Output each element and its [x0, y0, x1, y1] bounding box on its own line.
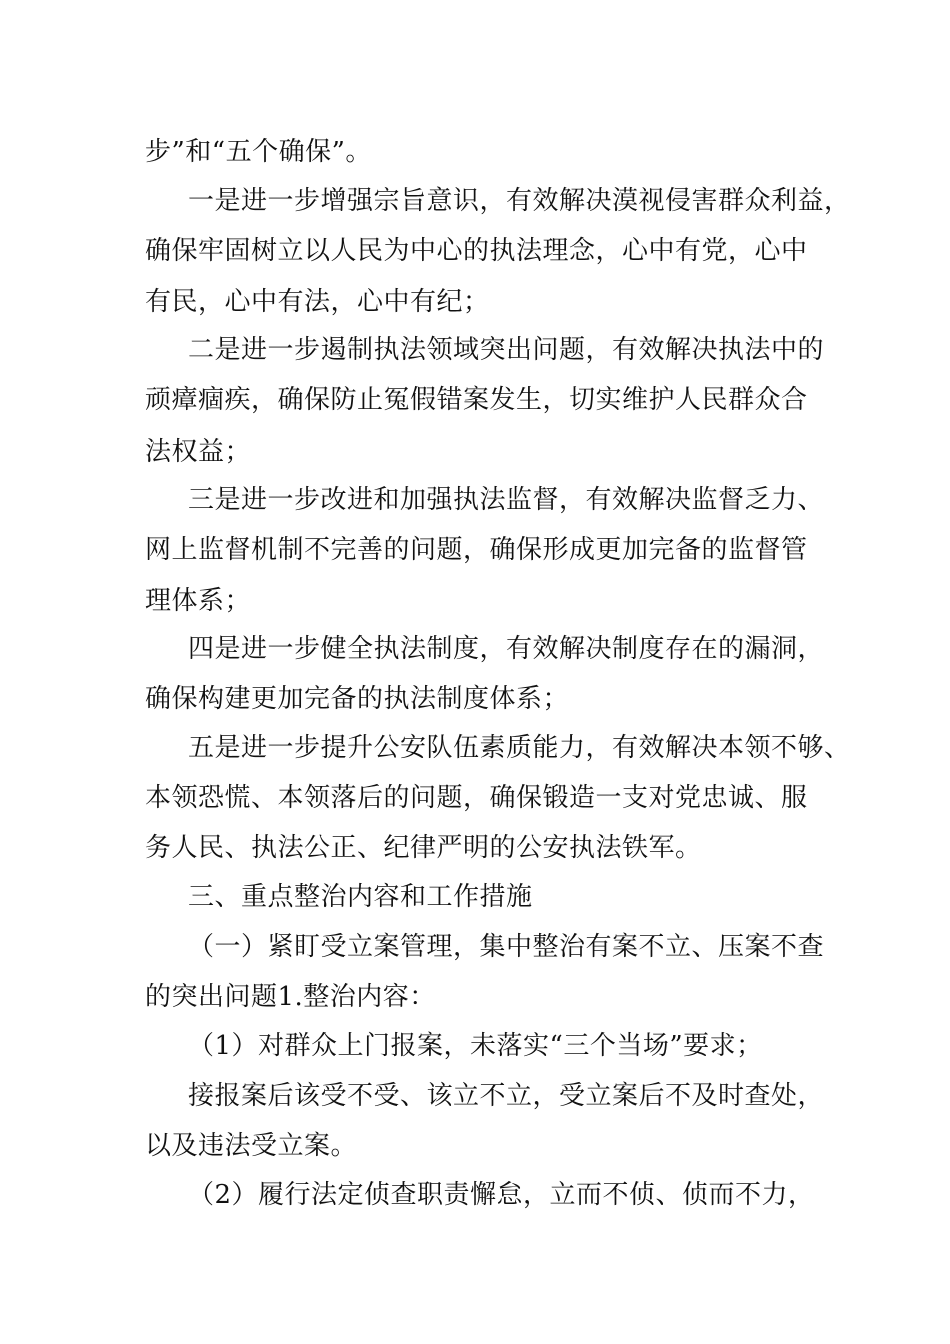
paragraph-line: 三是进一步改进和加强执法监督，有效解决监督乏力、 — [188, 485, 825, 515]
text-line: 的突出问题1.整治内容： — [145, 982, 436, 1012]
text-line: 顽瘴痼疾，确保防止冤假错案发生，切实维护人民群众合 — [145, 385, 808, 415]
text-line: 以及违法受立案。 — [145, 1131, 358, 1161]
section-heading: 三、重点整治内容和工作措施 — [188, 882, 533, 912]
subsection-heading: （一）紧盯受立案管理，集中整治有案不立、压案不查 — [188, 932, 825, 962]
list-item: （2）履行法定侦查职责懈怠，立而不侦、侦而不力， — [188, 1180, 815, 1210]
paragraph-line: 接报案后该受不受、该立不立，受立案后不及时查处， — [188, 1081, 825, 1111]
text-line: 本领恐慌、本领落后的问题，确保锻造一支对党忠诚、服 — [145, 783, 808, 813]
text-line: 务人民、执法公正、纪律严明的公安执法铁军。 — [145, 833, 702, 863]
text-line: 确保构建更加完备的执法制度体系； — [145, 684, 570, 714]
paragraph-line: 四是进一步健全执法制度，有效解决制度存在的漏洞， — [188, 634, 825, 664]
text-line: 网上监督机制不完善的问题，确保形成更加完备的监督管 — [145, 535, 808, 565]
text-line: 步”和“五个确保”。 — [145, 137, 372, 167]
text-line: 理体系； — [145, 586, 252, 616]
list-item: （1）对群众上门报案，未落实“三个当场”要求； — [188, 1031, 763, 1061]
text-line: 法权益； — [145, 437, 252, 467]
text-line: 确保牢固树立以人民为中心的执法理念，心中有党，心中 — [145, 236, 808, 266]
paragraph-line: 一是进一步增强宗旨意识，有效解决漠视侵害群众利益， — [188, 186, 851, 216]
paragraph-line: 五是进一步提升公安队伍素质能力，有效解决本领不够、 — [188, 733, 851, 763]
paragraph-line: 二是进一步遏制执法领域突出问题，有效解决执法中的 — [188, 335, 825, 365]
text-line: 有民，心中有法，心中有纪； — [145, 287, 490, 317]
